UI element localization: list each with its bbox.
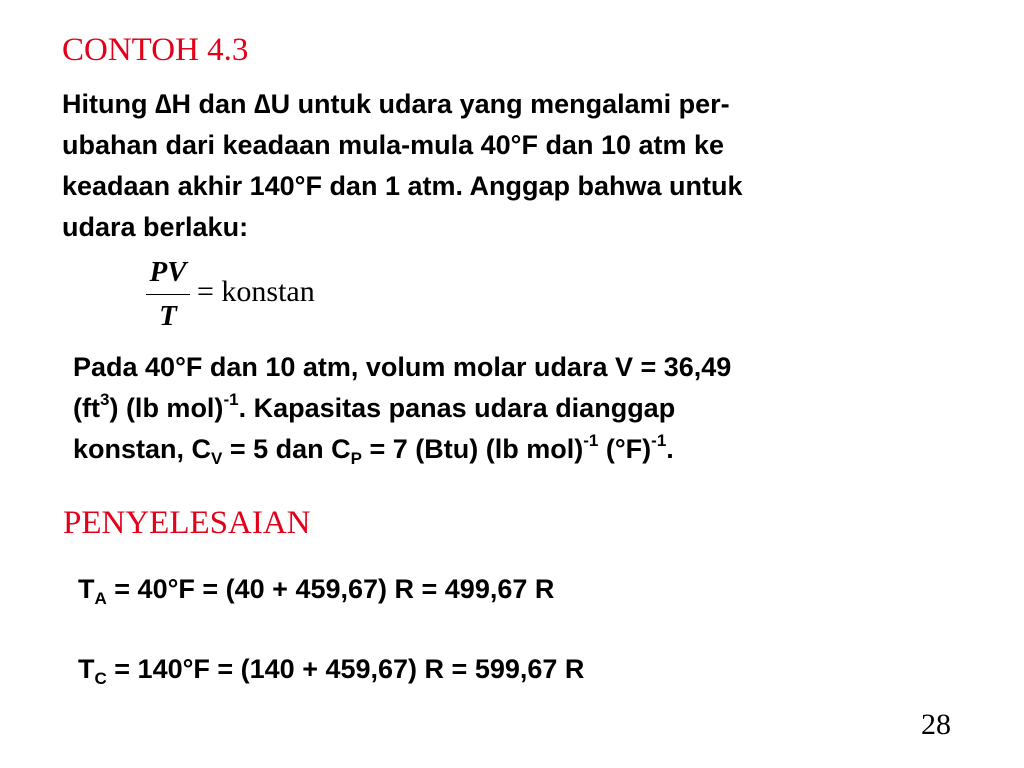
superscript: 3 (99, 390, 110, 409)
superscript: -1 (651, 431, 667, 450)
fraction-numerator: PV (149, 256, 187, 288)
problem-line-2: ubahan dari keadaan mula-mula 40°F dan 10 atm ke (62, 130, 725, 160)
problem-line-4: udara berlaku: (62, 212, 249, 242)
delta-symbol: ∆ (154, 89, 172, 119)
given-data (73, 347, 731, 470)
given-line-2: $(ft^3)$ (lb mol)$^{-1}$. Kapasitas panas udara dianggap (73, 390, 676, 423)
fraction-denominator: T (159, 300, 177, 332)
problem-statement (62, 84, 742, 248)
subscript: C (94, 669, 107, 688)
problem-line-3: keadaan akhir 140°F dan 1 atm. Anggap bahwa untuk (62, 171, 743, 201)
subscript: V (211, 449, 223, 468)
superscript: -1 (223, 390, 239, 409)
solution-title: PENYELESAIAN (63, 505, 311, 541)
fraction-bar (146, 294, 190, 295)
slide-title: CONTOH 4.3 (62, 32, 249, 68)
subscript: P (350, 449, 363, 468)
given-line-1: Pada 40°F dan 10 atm, volum molar udara V = 36,49 (73, 352, 732, 382)
superscript: -1 (583, 431, 599, 450)
subscript: A (94, 589, 107, 608)
solution-line-ta: $T_A = 40^\circ F = (40 + 459,67) R = 499,67$ R (78, 574, 555, 608)
delta-symbol: ∆ (254, 89, 271, 119)
given-line-3: konstan, $C_V = 5$ dan $C_P = 7$ (Btu) (lb mol)$^{-1}$ $(^\circ F)^{-1}$. (73, 431, 674, 468)
slide-number: 28 (921, 708, 951, 741)
equation-rhs: = konstan (197, 275, 315, 308)
solution-line-tc: $T_C = 140^\circ F = (140 + 459,67) R = 599,67$ R (78, 654, 585, 688)
problem-line-1: Hitung ∆H dan ∆U untuk udara yang mengalami per- (62, 89, 730, 119)
